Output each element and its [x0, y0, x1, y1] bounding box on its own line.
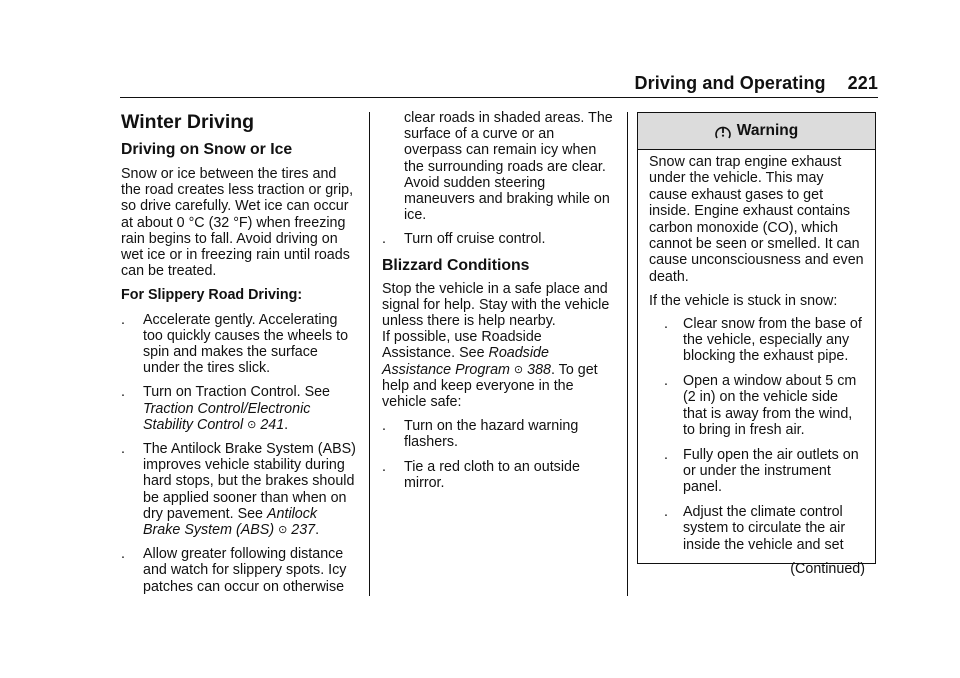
page-header — [600, 73, 878, 94]
heading-winter-driving: Winter Driving — [121, 111, 255, 133]
warning-paragraph: Snow can trap engine exhaust under the vehicle. This may cause exhaust gases to get inside. Engine exhaust contains carbon monoxide (CO), which cannot be seen or smelled. It can cause unconsciousness and even death. — [649, 154, 864, 285]
column-2 — [382, 110, 616, 491]
xref-page[interactable]: 241 — [260, 416, 285, 433]
list-item: . Clear snow from the base of the vehicle, especially any blocking the exhaust pipe. — [649, 316, 865, 365]
bullet: . — [664, 446, 668, 463]
heading-snow-ice: Driving on Snow or Ice — [121, 141, 293, 158]
column-divider — [369, 112, 370, 596]
warning-body — [638, 150, 875, 577]
list-item: . Adjust the climate control system to circulate the air inside the vehicle and set — [649, 504, 865, 553]
page-ref-icon: ⊙ — [278, 524, 288, 537]
heading-blizzard: Blizzard Conditions — [382, 256, 530, 274]
bullet: . — [382, 458, 386, 475]
list-item: . Open a window about 5 cm (2 in) on the vehicle side that is away from the wind, to bring in fresh air. — [649, 373, 865, 439]
bullet: . — [121, 311, 125, 328]
column-divider — [627, 112, 628, 596]
roadside-paragraph: If possible, use Roadside Assistance. See Roadside Assistance Program ⊙ 388. To get help and keep everyone in the vehicle safe: — [382, 329, 598, 411]
list-item: . The Antilock Brake System (ABS) improves vehicle stability during hard stops, but the brakes should be applied sooner than when on dry pavement. See Antilock Brake System (ABS) ⊙ 237. — [121, 441, 356, 539]
blizzard-paragraph: Stop the vehicle in a safe place and signal for help. Stay with the vehicle unless there is help nearby. — [382, 280, 610, 330]
bullet: . — [121, 384, 125, 401]
bullet: . — [382, 418, 386, 435]
warning-header — [638, 113, 875, 150]
warning-stuck-label: If the vehicle is stuck in snow: — [649, 293, 838, 310]
xref-page[interactable]: 237 — [291, 522, 316, 539]
list-item-continued: clear roads in shaded areas. The surface of a curve or an overpass can remain icy when the surrounding roads are clear. Avoid sudden steering maneuvers and braking while on ice. — [404, 110, 613, 224]
bullet: . — [121, 546, 125, 563]
page-number: 221 — [847, 73, 878, 93]
intro-paragraph: Snow or ice between the tires and the road creates less traction or grip, so drive carefully. Wet ice can occur at about 0 °C (32 °F) when freezing rain begins to fall. Avoid driving on wet ice or in freezing rain until roads can be treated. — [121, 166, 354, 280]
list-item: . Turn on the hazard warning flashers. — [382, 418, 579, 451]
column-1 — [121, 110, 357, 595]
list-item: . Fully open the air outlets on or under the instrument panel. — [649, 447, 865, 496]
header-rule — [120, 97, 878, 98]
list-item: . Turn on Traction Control. See Traction Control/Electronic Stability Control ⊙ 241. — [121, 384, 331, 433]
section-title: Driving and Operating — [634, 73, 826, 93]
bullet: . — [664, 503, 668, 520]
bullet: . — [664, 315, 668, 332]
bullet: . — [382, 231, 386, 248]
xref-page[interactable]: 388 — [527, 361, 551, 378]
continued-label: (Continued) — [790, 560, 865, 577]
bullet: . — [121, 441, 125, 458]
bullet: . — [664, 372, 668, 389]
page-ref-icon: ⊙ — [513, 363, 524, 376]
warning-box — [637, 112, 876, 577]
warning-title: Warning — [736, 122, 799, 139]
list-item: . Allow greater following distance and watch for slippery spots. Icy patches can occur on otherwise — [121, 546, 347, 595]
list-item: . Accelerate gently. Accelerating too quickly causes the wheels to spin and makes the surface under the tires slick. — [121, 311, 349, 377]
list-item: . Turn off cruise control. — [382, 231, 546, 248]
page-ref-icon: ⊙ — [247, 418, 257, 431]
xref-roadside-assistance[interactable]: Roadside Assistance Program — [382, 345, 549, 378]
list-item: . Tie a red cloth to an outside mirror. — [382, 458, 580, 491]
xref-traction-control[interactable]: Traction Control/Electronic Stability Control — [143, 400, 311, 433]
xref-abs[interactable]: Antilock Brake System (ABS) — [143, 505, 318, 539]
warning-icon — [715, 123, 731, 139]
slippery-road-label: For Slippery Road Driving: — [121, 287, 303, 304]
